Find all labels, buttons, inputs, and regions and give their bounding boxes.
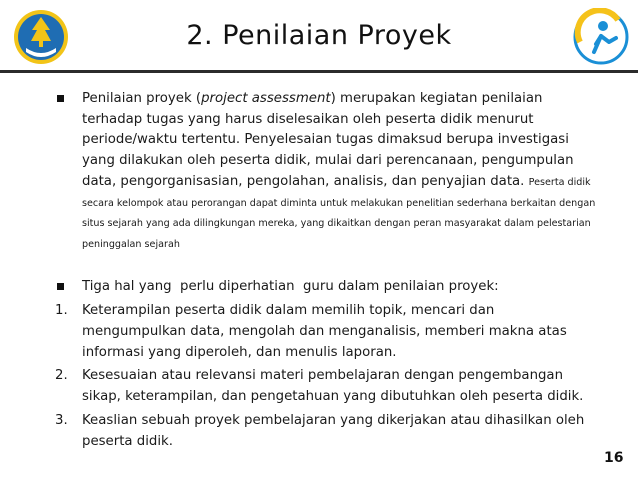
- page-number: 16: [604, 450, 624, 466]
- definition-body: ) merupakan kegiatan penilaian terhadap tugas yang harus diselesaikan oleh peserta didik menurut periode/waktu tertentu. Penyelesaian tugas dimaksud berupa investigasi yang dilakukan oleh peserta didik, mulai dari perencanaan, pengumpulan data, pengorganisasian, pengolahan, analisis, dan penyajian data.: [82, 91, 574, 189]
- list-item: [0, 411, 600, 452]
- three-aspects-text: Tiga hal yang perlu diperhatian guru dalam penilaian proyek:: [82, 278, 499, 294]
- list-item-number: 2.: [55, 368, 68, 384]
- square-bullet-icon: [57, 283, 64, 290]
- list-item-text: Keaslian sebuah proyek pembelajaran yang dikerjakan atau dihasilkan oleh peserta didik.: [82, 412, 585, 449]
- aspect-list: [0, 301, 600, 452]
- square-bullet-icon: [57, 95, 64, 102]
- list-item-number: 1.: [55, 303, 68, 319]
- list-item-number: 3.: [55, 412, 68, 428]
- list-item-text: Kesesuaian atau relevansi materi pembelajaran dengan pengembangan sikap, keterampilan, dan pengetahuan yang dibutuhkan oleh peserta didik.: [82, 368, 584, 405]
- definition-example: Peserta didik secara kelompok atau perorangan dapat diminta untuk melakukan penelitian sederhana berkaitan dengan situs sejarah yang ada dilingkungan mereka, yang dikaitkan dengan peran masyarakat dalam pelestarian peninggalan sejarah: [82, 176, 596, 250]
- slide-title: 2. Penilaian Proyek: [186, 20, 452, 51]
- definition-term: project assessment: [201, 91, 331, 106]
- list-item-text: Keterampilan peserta didik dalam memilih topik, mencari dan mengumpulkan data, mengolah dan menganalisis, memberi makna atas informasi yang diperoleh, dan menulis laporan.: [82, 303, 567, 360]
- list-item: [0, 301, 600, 363]
- list-item: [0, 366, 600, 407]
- title-divider: [0, 70, 638, 73]
- definition-intro: Penilaian proyek (: [82, 91, 202, 106]
- bullet-three-aspects: [0, 277, 600, 298]
- bullet-definition: [0, 89, 600, 255]
- slide-content: [0, 89, 600, 455]
